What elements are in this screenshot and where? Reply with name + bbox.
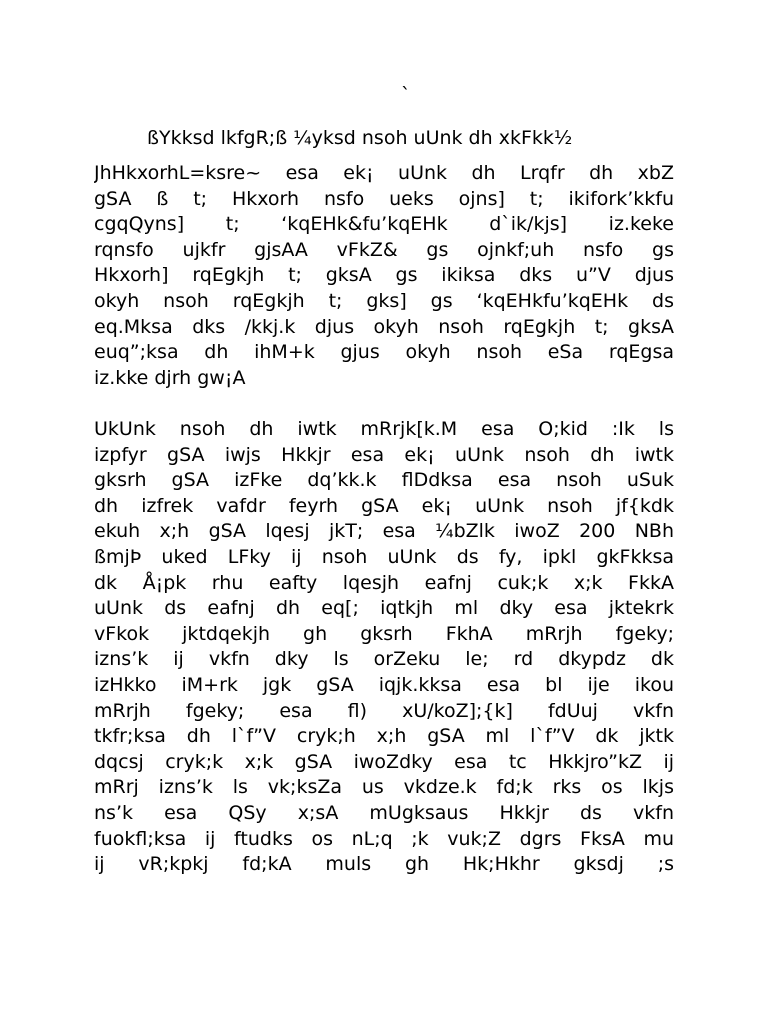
text-line: euq”;ksa dh ihM+k gjus okyh nsoh eSa rqEgsa — [94, 341, 674, 364]
paragraph-2 — [94, 417, 674, 878]
top-mark: ` — [401, 84, 411, 106]
text-line: eq.Mksa dks /kkj.k djus okyh nsoh rqEgkjh t; gksA — [94, 315, 674, 338]
text-line: mRrjh fgeky; esa fl) xU/koZ];{k] fdUuj vkfn — [94, 699, 674, 722]
text-line: ekuh x;h gSA lqesj jkT; esa ¼bZlk iwoZ 200 NBh — [94, 520, 674, 543]
text-line: uUnk ds eafnj dh eq[; iqtkjh ml dky esa jktekrk — [94, 597, 674, 620]
text-line: mRrj izns’k ls vk;ksZa us vkdze.k fd;k rks os lkjs — [94, 776, 674, 799]
text-line: iz.kke djrh gw¡A — [94, 366, 246, 389]
text-line: gksrh gSA izFke dq’kk.k flDdksa esa nsoh uSuk — [94, 469, 674, 492]
text-line: vFkok jktdqekjh gh gksrh FkhA mRrjh fgeky; — [94, 622, 674, 645]
text-line: ßmjÞ uked LFky ij nsoh uUnk ds fy, ipkl gkFkksa — [94, 545, 674, 568]
text-line: JhHkxorhL=ksre~ esa ek¡ uUnk dh Lrqfr dh xbZ — [94, 162, 674, 184]
document-heading: ßYkksd lkfgR;ß ¼yksd nsoh uUnk dh xkFkk½ — [147, 127, 573, 149]
text-line: dh izfrek vafdr feyrh gSA ek¡ uUnk nsoh jf{kdk — [94, 494, 674, 517]
text-line: UkUnk nsoh dh iwtk mRrjk[k.M esa O;kid :Ik ls — [94, 418, 674, 440]
text-line: gSA ß t; Hkxorh nsfo ueks ojns] t; ikifork’kkfu — [94, 187, 674, 210]
text-line: izpfyr gSA iwjs Hkkjr esa ek¡ uUnk nsoh dh iwtk — [94, 443, 674, 466]
text-line: dk Å¡pk rhu eafty lqesjh eafnj cuk;k x;k FkkA — [94, 571, 674, 594]
text-line: ij vR;kpkj fd;kA muls gh Hk;Hkhr gksdj ;s — [94, 853, 674, 876]
text-line: tkfr;ksa dh l`f”V cryk;h x;h gSA ml l`f”V dk jktk — [94, 725, 674, 748]
text-line: fuokfl;ksa ij ftudks os nL;q ;k vuk;Z dgrs FksA mu — [94, 827, 674, 850]
text-line: izHkko iM+rk jgk gSA iqjk.kksa esa bl ije ikou — [94, 673, 674, 696]
text-line: Hkxorh] rqEgkjh t; gksA gs ikiksa dks u”V djus — [94, 264, 674, 287]
text-line: dqcsj cryk;k x;k gSA iwoZdky esa tc Hkkjro”kZ ij — [94, 750, 674, 773]
text-line: cgqQyns] t; ‘kqEHk&fu’kqEHk d`ik/kjs] iz.keke — [94, 213, 674, 236]
text-line: ns’k esa QSy x;sA mUgksaus Hkkjr ds vkfn — [94, 801, 674, 824]
text-line: izns’k ij vkfn dky ls orZeku le; rd dkypdz dk — [94, 648, 674, 671]
text-line: rqnsfo ujkfr gjsAA vFkZ& gs ojnkf;uh nsfo gs — [94, 238, 674, 261]
paragraph-1 — [94, 161, 674, 391]
text-line: okyh nsoh rqEgkjh t; gks] gs ‘kqEHkfu’kqEHk ds — [94, 289, 674, 312]
